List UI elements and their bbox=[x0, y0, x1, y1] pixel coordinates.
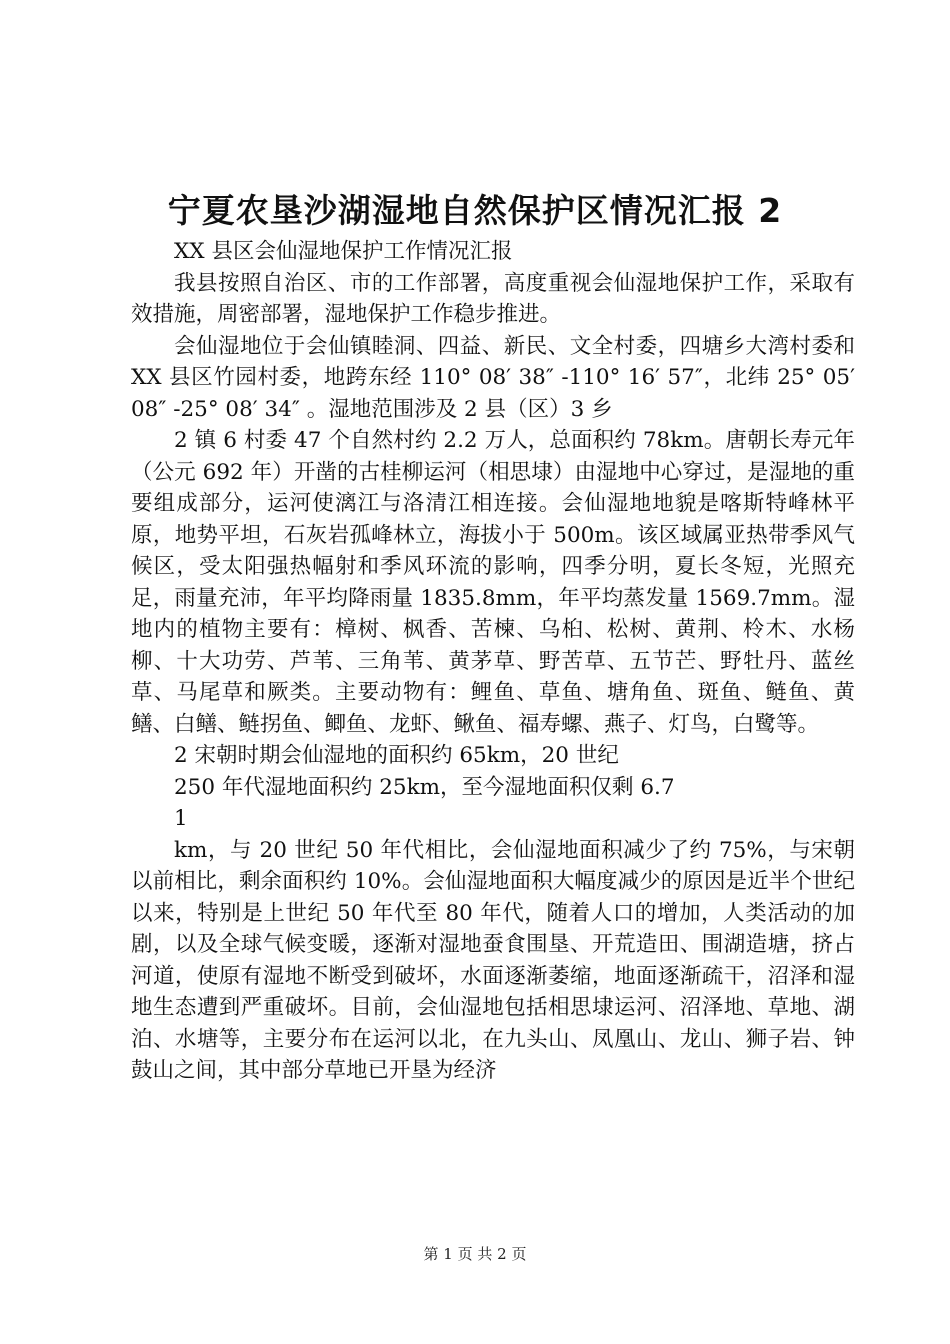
paragraph: 250 年代湿地面积约 25km，至今湿地面积仅剩 6.7 bbox=[174, 774, 675, 800]
paragraph: 我县按照自治区、市的工作部署，高度重视会仙湿地保护工作，采取有效措施，周密部署，湿地保护工作稳步推进。 bbox=[131, 270, 855, 327]
paragraph: 2 宋朝时期会仙湿地的面积约 65km，20 世纪 bbox=[174, 743, 619, 768]
document-body bbox=[131, 236, 855, 1087]
page-footer: 第 1 页 共 2 页 bbox=[423, 1245, 527, 1263]
paragraph: km，与 20 世纪 50 年代相比，会仙湿地面积减少了约 75%，与宋朝以前相比，剩余面积约 10%。会仙湿地面积大幅度减少的原因是近半个世纪以来，特别是上世纪 50 年代至 80 年代，随着人口的增加，人类活动的加剧，以及全球气候变暖，逐渐对湿地蚕食围垦、开荒造田、围湖造塘，挤占河道，使原有湿地不断受到破坏，水面逐渐萎缩，地面逐渐疏干，沼泽和湿地生态遭到严重破坏。目前，会仙湿地包括相思埭运河、沼泽地、草地、湖泊、水塘等，主要分布在运河以北，在九头山、凤凰山、龙山、狮子岩、钟鼓山之间，其中部分草地已开垦为经济 bbox=[131, 837, 855, 1083]
page-title: 宁夏农垦沙湖湿地自然保护区情况汇报 2 bbox=[167, 191, 783, 230]
paragraph: 会仙湿地位于会仙镇睦洞、四益、新民、文全村委，四塘乡大湾村委和 XX 县区竹园村委，地跨东经 110° 08′ 38″ -110° 16′ 57″，北纬 25° 05′ 08″ -25° 08′ 34″ 。湿地范围涉及 2 县（区）3 乡 bbox=[131, 333, 855, 422]
paragraph-subtitle: XX 县区会仙湿地保护工作情况汇报 bbox=[174, 239, 513, 264]
paragraph: 2 镇 6 村委 47 个自然村约 2.2 万人，总面积约 78km。唐朝长寿元年（公元 692 年）开凿的古桂柳运河（相思埭）由湿地中心穿过，是湿地的重要组成部分，运河使漓江与洛清江相连接。会仙湿地地貌是喀斯特峰林平原，地势平坦，石灰岩孤峰林立，海拔小于 500m。该区域属亚热带季风气候区，受太阳强热幅射和季风环流的影响，四季分明，夏长冬短，光照充足，雨量充沛，年平均降雨量 1835.8mm，年平均蒸发量 1569.7mm。湿地内的植物主要有：樟树、枫香、苦楝、乌桕、松树、黄荆、柃木、水杨柳、十大功劳、芦苇、三角苇、黄茅草、野苦草、五节芒、野牡丹、蓝丝草、马尾草和厥类。主要动物有：鲤鱼、草鱼、塘角鱼、斑鱼、鲢鱼、黄鳝、白鳝、鲢拐鱼、鲫鱼、龙虾、鳅鱼、福寿螺、燕子、灯鸟，白鹭等。 bbox=[131, 428, 855, 737]
paragraph: 1 bbox=[174, 806, 188, 831]
